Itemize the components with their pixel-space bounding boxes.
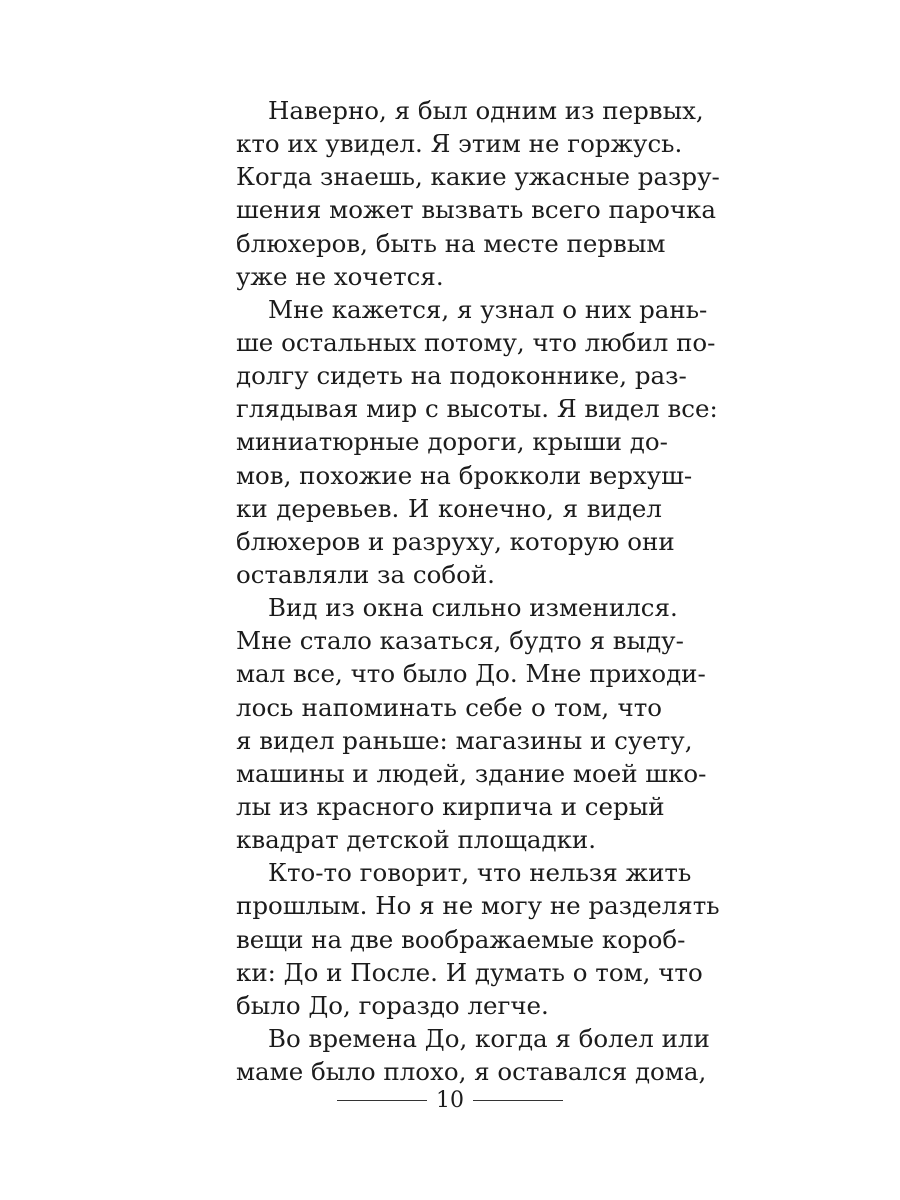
page-footer	[0, 1086, 900, 1120]
text-line: оставляли за собой.	[236, 559, 495, 589]
text-line: маме было плохо, я оставался дома,	[236, 1057, 707, 1087]
text-line: лы из красного кирпича и серый	[236, 791, 665, 821]
text-line: кто их увидел. Я этим не горжусь.	[236, 129, 683, 159]
text-line: Кто-то говорит, что нельзя жить	[268, 858, 692, 888]
footer-rule-right	[473, 1100, 563, 1101]
text-line: глядывая мир с высоты. Я видел все:	[236, 394, 718, 424]
text-line: я видел раньше: магазины и суету,	[236, 725, 693, 755]
text-line: миниатюрные дороги, крыши до-	[236, 427, 668, 457]
text-line: было До, гораздо легче.	[236, 990, 549, 1020]
text-line: квадрат детской площадки.	[236, 825, 597, 855]
text-line: ше остальных потому, что любил по-	[236, 327, 716, 357]
text-line: Вид из окна сильно изменился.	[268, 593, 678, 623]
text-line: Когда знаешь, какие ужасные разру-	[236, 162, 720, 192]
footer-rule-left	[337, 1100, 427, 1101]
text-line: ки: До и После. И думать о том, что	[236, 957, 703, 987]
text-line: Мне стало казаться, будто я выду-	[236, 626, 684, 656]
text-line: вещи на две воображаемые короб-	[236, 924, 686, 954]
text-line: уже не хочется.	[236, 261, 444, 291]
page-number: 10	[436, 1088, 464, 1113]
text-line: Мне кажется, я узнал о них рань-	[268, 294, 708, 324]
text-line: мов, похожие на брокколи верхуш-	[236, 460, 693, 490]
body-text	[236, 94, 720, 1088]
text-line: блюхеров и разруху, которую они	[236, 526, 675, 556]
text-line: блюхеров, быть на месте первым	[236, 228, 666, 258]
text-line: машины и людей, здание моей шко-	[236, 758, 707, 788]
text-line: шения может вызвать всего парочка	[236, 195, 716, 225]
text-line: прошлым. Но я не могу не разделять	[236, 891, 720, 921]
text-line: Наверно, я был одним из первых,	[268, 96, 704, 125]
text-line: мал все, что было До. Мне приходи-	[236, 659, 706, 689]
text-line: ки деревьев. И конечно, я видел	[236, 493, 662, 523]
text-line: долгу сидеть на подоконнике, раз-	[236, 361, 687, 391]
text-line: Во времена До, когда я болел или	[268, 1023, 710, 1053]
text-line: лось напоминать себе о том, что	[236, 692, 662, 722]
